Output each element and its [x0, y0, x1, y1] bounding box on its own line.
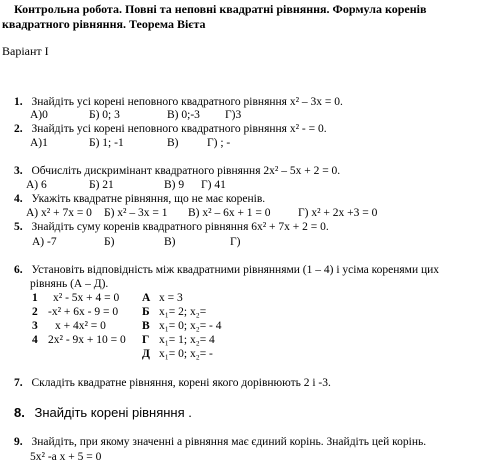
- q3-option-c: В) 9: [164, 179, 185, 191]
- q2-option-c: В): [167, 137, 179, 149]
- question-number: 4.: [14, 193, 23, 205]
- question-text: Знайдіть, при якому значенні а рівняння має єдиний корінь. Знайдіть цей корінь.: [31, 436, 427, 448]
- question-6: [14, 264, 439, 277]
- q4-option-d: Г) x² + 2x +3 = 0: [298, 207, 378, 219]
- match-right-letter: Г: [142, 334, 150, 346]
- q3-option-a: А) 6: [26, 179, 47, 191]
- match-right-letter: Б: [142, 306, 150, 318]
- match-left-number: 2: [32, 306, 38, 318]
- match-left-number: 4: [32, 334, 38, 346]
- q1-option-b: Б) 0; 3: [89, 109, 120, 121]
- match-left-equation: x + 4x² = 0: [55, 320, 106, 332]
- question-text: Обчисліть дискримінант квадратного рівняння 2x² – 5x + 2 = 0.: [31, 165, 341, 177]
- question-6-text-cont: рівнянь (А – Д).: [30, 278, 109, 290]
- question-number: 9.: [14, 436, 23, 448]
- question-number: 6.: [14, 264, 23, 276]
- match-right-letter: В: [142, 320, 150, 332]
- q3-option-d: Г) 41: [201, 179, 226, 191]
- match-right-roots: x₁= 0; x₂= -: [159, 348, 213, 360]
- question-3: [14, 165, 340, 178]
- q5-option-d: Г): [230, 236, 241, 248]
- question-7: [14, 377, 331, 390]
- doc-title-line1: Контрольна робота. Повні та неповні квадратні рівняння. Формула коренів: [14, 2, 427, 16]
- match-left-equation: -x² + 6x - 9 = 0: [48, 306, 119, 318]
- q4-option-a: А) x² + 7x = 0: [26, 207, 92, 219]
- question-number: 2.: [14, 123, 23, 135]
- q1-option-d: Г)3: [225, 109, 242, 121]
- question-9: [14, 436, 426, 449]
- q2-option-a: А)1: [30, 137, 48, 149]
- q4-option-b: Б) x² – 3x = 1: [104, 207, 168, 219]
- q5-option-a: А) -7: [32, 236, 57, 248]
- question-number: 8.: [14, 405, 25, 420]
- question-2: [14, 123, 327, 136]
- match-right-letter: Д: [142, 348, 150, 360]
- match-right-letter: А: [142, 292, 151, 304]
- match-right-roots: x = 3: [159, 292, 183, 304]
- question-text: Знайдіть усі корені неповного квадратного рівняння x² - = 0.: [31, 123, 327, 135]
- match-right-roots: x₁= 2; x₂=: [159, 306, 207, 318]
- match-left-equation: 2x² - 9x + 10 = 0: [48, 334, 126, 346]
- match-left-number: 1: [32, 292, 38, 304]
- match-right-roots: x₁= 1; x₂= 4: [159, 334, 215, 346]
- match-left-number: 3: [32, 320, 38, 332]
- question-text: Установіть відповідність між квадратними рівняннями (1 – 4) і усіма коренями цих: [31, 264, 440, 276]
- question-number: 5.: [14, 221, 23, 233]
- q3-option-b: Б) 21: [89, 179, 114, 191]
- q2-option-d: Г) ; -: [207, 137, 231, 149]
- question-number: 1.: [14, 96, 23, 108]
- match-left-equation: x² - 5x + 4 = 0: [53, 292, 120, 304]
- question-text: Знайдіть суму коренів квадратного рівняння 6x² + 7x + 2 = 0.: [31, 221, 329, 233]
- q1-option-c: В) 0;-3: [167, 109, 200, 121]
- question-9-equation: 5x² -a x + 5 = 0: [30, 451, 102, 463]
- q4-option-c: В) x² – 6x + 1 = 0: [188, 207, 271, 219]
- match-right-roots: x₁= 0; x₂= - 4: [159, 320, 222, 332]
- q5-option-b: Б): [104, 236, 115, 248]
- question-text: Знайдіть усі корені неповного квадратного рівняння x² – 3x = 0.: [31, 96, 343, 108]
- variant-label: Варіант І: [2, 44, 49, 58]
- q1-option-a: А)0: [30, 109, 48, 121]
- question-text: Знайдіть корені рівняння .: [34, 405, 192, 420]
- question-number: 7.: [14, 377, 23, 389]
- question-5: [14, 221, 329, 234]
- doc-title-line2: квадратного рівняння. Теорема Вієта: [2, 17, 206, 31]
- question-text: Складіть квадратне рівняння, корені якого дорівнюють 2 і -3.: [31, 377, 331, 389]
- question-number: 3.: [14, 165, 23, 177]
- q5-option-c: В): [164, 236, 176, 248]
- q2-option-b: Б) 1; -1: [89, 137, 124, 149]
- question-8: [14, 405, 192, 420]
- question-4: [14, 193, 265, 206]
- question-text: Укажіть квадратне рівняння, що не має коренів.: [31, 193, 266, 205]
- question-1: [14, 96, 343, 109]
